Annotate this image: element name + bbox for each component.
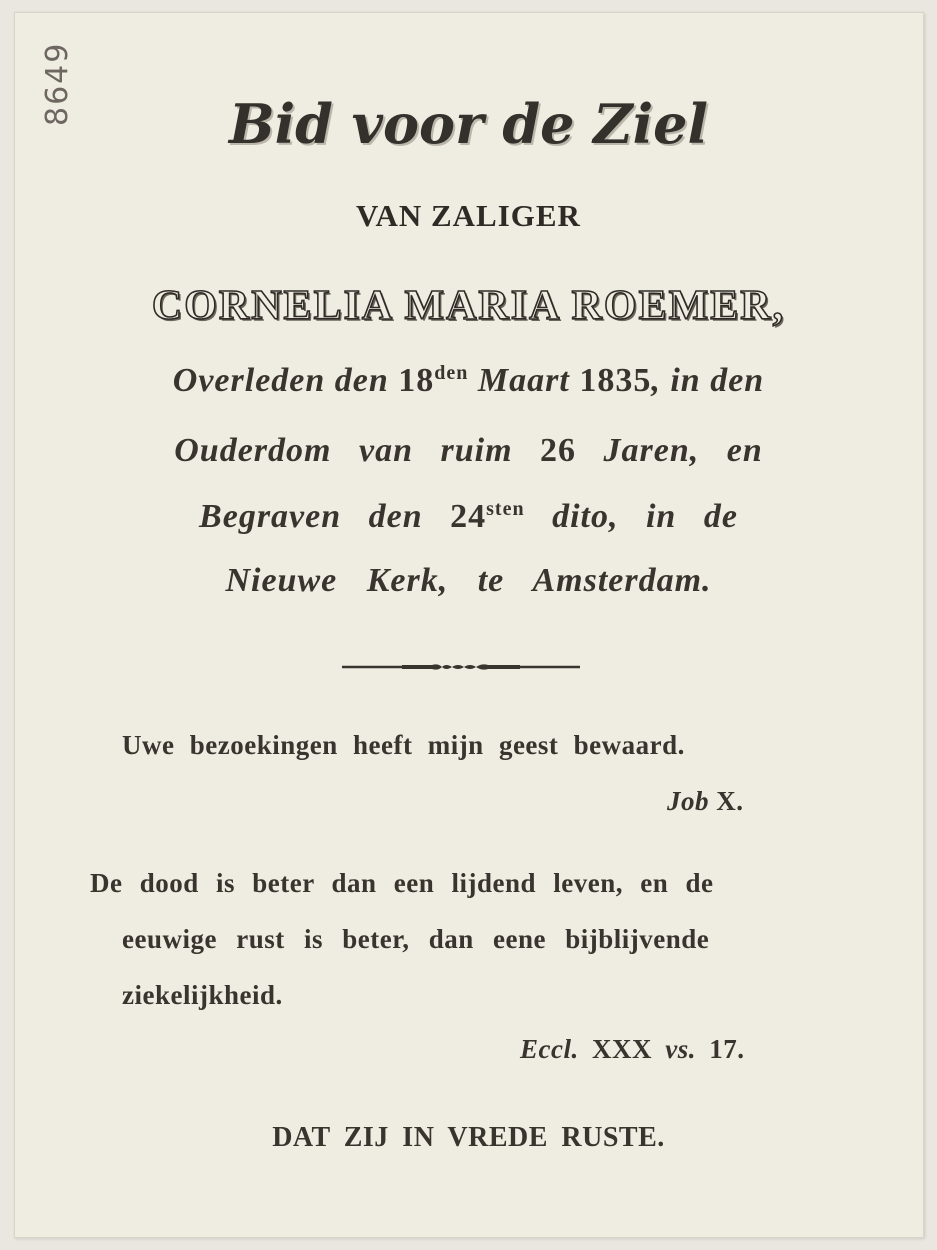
obit-day-suffix: sten — [486, 498, 525, 520]
reference-chapter: XXX — [591, 1034, 652, 1064]
reference-book: Job — [667, 786, 709, 816]
memorial-card — [14, 12, 924, 1238]
heading: Bid voor de Ziel — [228, 92, 709, 156]
quote-2-line-3: ziekelijkheid. — [122, 980, 283, 1010]
quote-1-reference — [667, 786, 744, 817]
obituary-line-4: Nieuwe Kerk, te Amsterdam. — [225, 562, 712, 599]
obit-text: , in den — [651, 362, 765, 399]
obit-day-suffix: den — [434, 362, 469, 384]
quote-2-line-2: eeuwige rust is beter, dan eene bijblijvende — [122, 924, 710, 954]
obit-day: 18 — [398, 362, 435, 399]
reference-verse: 17. — [709, 1034, 745, 1064]
obituary-line-1 — [0, 362, 937, 400]
obit-text: Ouderdom van ruim — [174, 432, 513, 469]
obit-age: 26 — [540, 432, 577, 469]
quote-2-reference — [520, 1034, 744, 1065]
deceased-name: CORNELIA MARIA ROEMER, — [151, 283, 786, 329]
obit-text: dito, in de — [552, 498, 738, 535]
obit-text: Jaren, en — [603, 432, 763, 469]
obituary-line-2 — [0, 432, 937, 470]
archive-number: 8649 — [40, 41, 75, 126]
divider-ornament — [342, 660, 580, 674]
reference-book: Eccl. — [520, 1034, 579, 1064]
subheading: VAN ZALIGER — [356, 198, 581, 233]
quote-2-line-1: De dood is beter dan een lijdend leven, en de — [90, 868, 714, 898]
closing-line: DAT ZIJ IN VREDE RUSTE. — [272, 1122, 665, 1153]
obit-text: Overleden den — [172, 362, 389, 399]
obit-text: Begraven den — [199, 498, 423, 535]
reference-verse-label: vs. — [665, 1034, 696, 1064]
obit-year: 1835 — [579, 362, 652, 399]
obit-burial-day: 24 — [450, 498, 487, 535]
obit-month: Maart — [477, 362, 570, 399]
reference-chapter: X. — [716, 786, 744, 816]
quote-1-text: Uwe bezoekingen heeft mijn geest bewaard. — [122, 730, 685, 760]
obituary-line-3 — [0, 498, 937, 536]
